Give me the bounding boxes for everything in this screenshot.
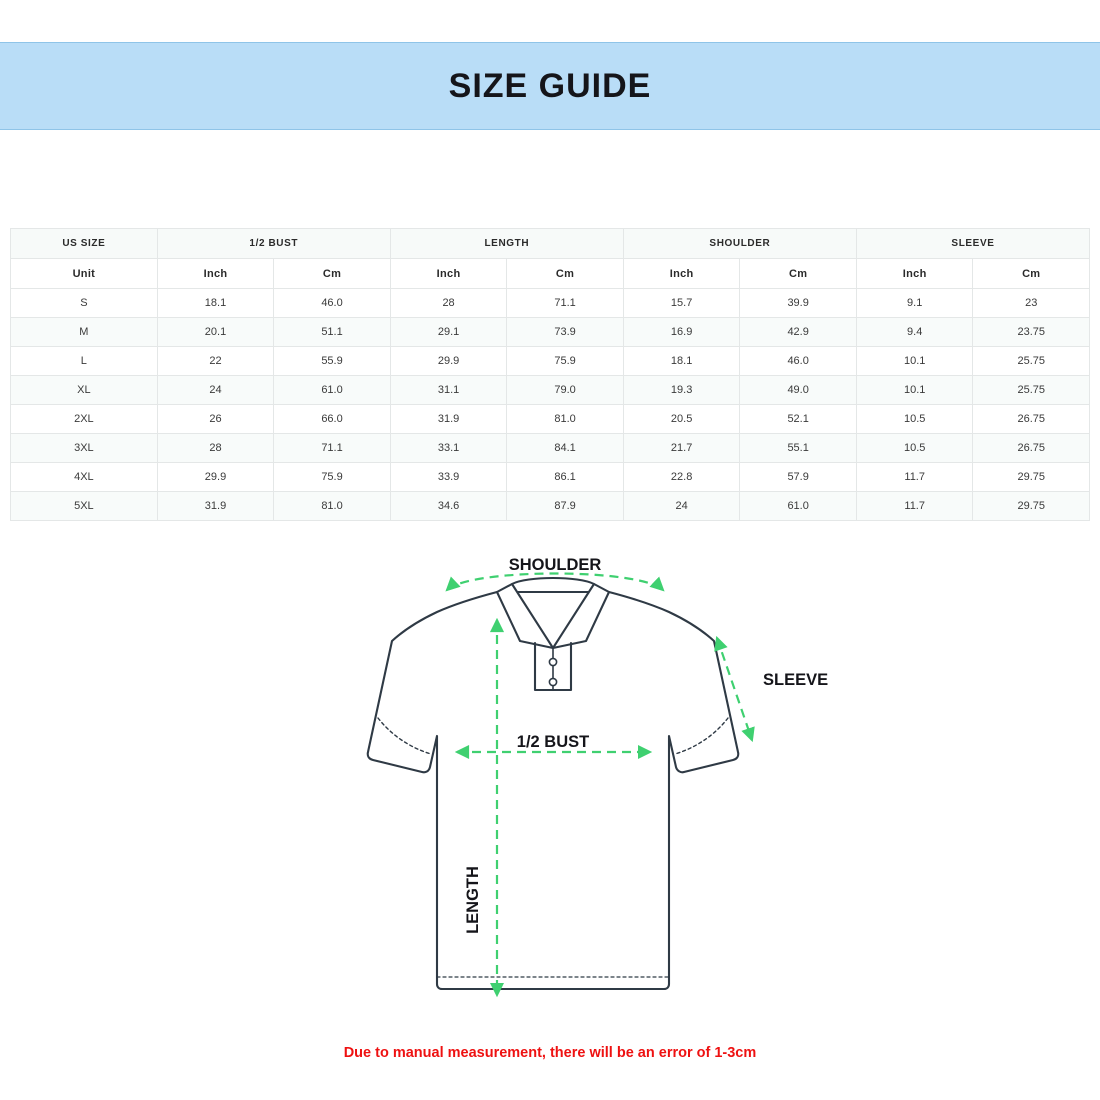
cell-length-inch: 29.9 xyxy=(390,347,507,376)
unit-shoulder-cm: Cm xyxy=(740,259,857,289)
table-row xyxy=(11,492,1090,521)
unit-header-label: Unit xyxy=(11,259,158,289)
cell-length-inch: 28 xyxy=(390,289,507,318)
cell-sleeve-cm: 26.75 xyxy=(973,434,1090,463)
cell-shoulder-cm: 42.9 xyxy=(740,318,857,347)
cell-length-cm: 86.1 xyxy=(507,463,624,492)
unit-shoulder-inch: Inch xyxy=(623,259,740,289)
cell-size: M xyxy=(11,318,158,347)
cell-bust-inch: 24 xyxy=(157,376,274,405)
cell-bust-inch: 18.1 xyxy=(157,289,274,318)
cell-shoulder-cm: 55.1 xyxy=(740,434,857,463)
cell-bust-inch: 26 xyxy=(157,405,274,434)
measurement-disclaimer: Due to manual measurement, there will be an error of 1-3cm xyxy=(343,1045,757,1061)
cell-shoulder-inch: 15.7 xyxy=(623,289,740,318)
cell-length-cm: 79.0 xyxy=(507,376,624,405)
cell-shoulder-cm: 49.0 xyxy=(740,376,857,405)
cell-shoulder-cm: 61.0 xyxy=(740,492,857,521)
table-row xyxy=(11,289,1090,318)
cell-length-cm: 73.9 xyxy=(507,318,624,347)
cell-shoulder-inch: 21.7 xyxy=(623,434,740,463)
cell-size: L xyxy=(11,347,158,376)
cell-length-inch: 31.9 xyxy=(390,405,507,434)
cell-sleeve-cm: 29.75 xyxy=(973,463,1090,492)
cell-length-inch: 34.6 xyxy=(390,492,507,521)
cell-sleeve-inch: 10.5 xyxy=(856,434,973,463)
cell-size: XL xyxy=(11,376,158,405)
cell-sleeve-cm: 25.75 xyxy=(973,347,1090,376)
cell-length-cm: 87.9 xyxy=(507,492,624,521)
cell-length-inch: 29.1 xyxy=(390,318,507,347)
cell-bust-cm: 75.9 xyxy=(274,463,391,492)
unit-sleeve-cm: Cm xyxy=(973,259,1090,289)
unit-length-cm: Cm xyxy=(507,259,624,289)
page-title: SIZE GUIDE xyxy=(448,66,652,105)
cell-shoulder-cm: 39.9 xyxy=(740,289,857,318)
cell-sleeve-cm: 23 xyxy=(973,289,1090,318)
cell-shoulder-inch: 16.9 xyxy=(623,318,740,347)
cell-bust-cm: 71.1 xyxy=(274,434,391,463)
cell-bust-cm: 61.0 xyxy=(274,376,391,405)
size-chart-table xyxy=(10,228,1090,521)
cell-bust-cm: 55.9 xyxy=(274,347,391,376)
unit-length-inch: Inch xyxy=(390,259,507,289)
cell-sleeve-inch: 9.1 xyxy=(856,289,973,318)
cell-sleeve-inch: 10.1 xyxy=(856,347,973,376)
table-group-header-row xyxy=(11,229,1090,259)
cell-length-inch: 33.1 xyxy=(390,434,507,463)
half-bust-label: 1/2 BUST xyxy=(516,733,590,751)
cell-shoulder-cm: 52.1 xyxy=(740,405,857,434)
table-unit-header-row xyxy=(11,259,1090,289)
table-row xyxy=(11,376,1090,405)
polo-shirt-illustration xyxy=(368,578,739,989)
cell-length-inch: 31.1 xyxy=(390,376,507,405)
cell-shoulder-cm: 57.9 xyxy=(740,463,857,492)
unit-bust-inch: Inch xyxy=(157,259,274,289)
size-table-container xyxy=(10,228,1090,521)
cell-length-cm: 81.0 xyxy=(507,405,624,434)
cell-bust-cm: 66.0 xyxy=(274,405,391,434)
cell-length-cm: 84.1 xyxy=(507,434,624,463)
cell-bust-inch: 31.9 xyxy=(157,492,274,521)
cell-length-cm: 75.9 xyxy=(507,347,624,376)
cell-size: 3XL xyxy=(11,434,158,463)
cell-sleeve-inch: 10.5 xyxy=(856,405,973,434)
cell-sleeve-inch: 10.1 xyxy=(856,376,973,405)
cell-bust-cm: 46.0 xyxy=(274,289,391,318)
column-group-sleeve: SLEEVE xyxy=(856,229,1089,259)
cell-shoulder-inch: 19.3 xyxy=(623,376,740,405)
measurement-diagram xyxy=(0,540,1100,1040)
column-group-us-size: US SIZE xyxy=(11,229,158,259)
table-row xyxy=(11,434,1090,463)
cell-shoulder-cm: 46.0 xyxy=(740,347,857,376)
cell-sleeve-inch: 11.7 xyxy=(856,463,973,492)
cell-sleeve-cm: 23.75 xyxy=(973,318,1090,347)
table-row xyxy=(11,405,1090,434)
cell-size: 5XL xyxy=(11,492,158,521)
cell-length-cm: 71.1 xyxy=(507,289,624,318)
cell-sleeve-inch: 9.4 xyxy=(856,318,973,347)
shoulder-measure-arrow xyxy=(447,574,663,591)
cell-size: 4XL xyxy=(11,463,158,492)
cell-bust-cm: 81.0 xyxy=(274,492,391,521)
cell-size: S xyxy=(11,289,158,318)
unit-bust-cm: Cm xyxy=(274,259,391,289)
cell-shoulder-inch: 22.8 xyxy=(623,463,740,492)
page-header-banner xyxy=(0,42,1100,130)
cell-sleeve-cm: 26.75 xyxy=(973,405,1090,434)
table-row xyxy=(11,347,1090,376)
length-label: LENGTH xyxy=(464,866,482,934)
unit-sleeve-inch: Inch xyxy=(856,259,973,289)
cell-bust-inch: 20.1 xyxy=(157,318,274,347)
cell-sleeve-inch: 11.7 xyxy=(856,492,973,521)
cell-bust-inch: 28 xyxy=(157,434,274,463)
table-row xyxy=(11,318,1090,347)
cell-shoulder-inch: 20.5 xyxy=(623,405,740,434)
column-group-half-bust: 1/2 BUST xyxy=(157,229,390,259)
cell-size: 2XL xyxy=(11,405,158,434)
cell-shoulder-inch: 18.1 xyxy=(623,347,740,376)
cell-sleeve-cm: 25.75 xyxy=(973,376,1090,405)
sleeve-label: SLEEVE xyxy=(763,671,829,689)
cell-bust-inch: 22 xyxy=(157,347,274,376)
cell-bust-cm: 51.1 xyxy=(274,318,391,347)
column-group-shoulder: SHOULDER xyxy=(623,229,856,259)
cell-sleeve-cm: 29.75 xyxy=(973,492,1090,521)
table-row xyxy=(11,463,1090,492)
column-group-length: LENGTH xyxy=(390,229,623,259)
cell-shoulder-inch: 24 xyxy=(623,492,740,521)
shoulder-label: SHOULDER xyxy=(508,556,602,574)
cell-bust-inch: 29.9 xyxy=(157,463,274,492)
cell-length-inch: 33.9 xyxy=(390,463,507,492)
